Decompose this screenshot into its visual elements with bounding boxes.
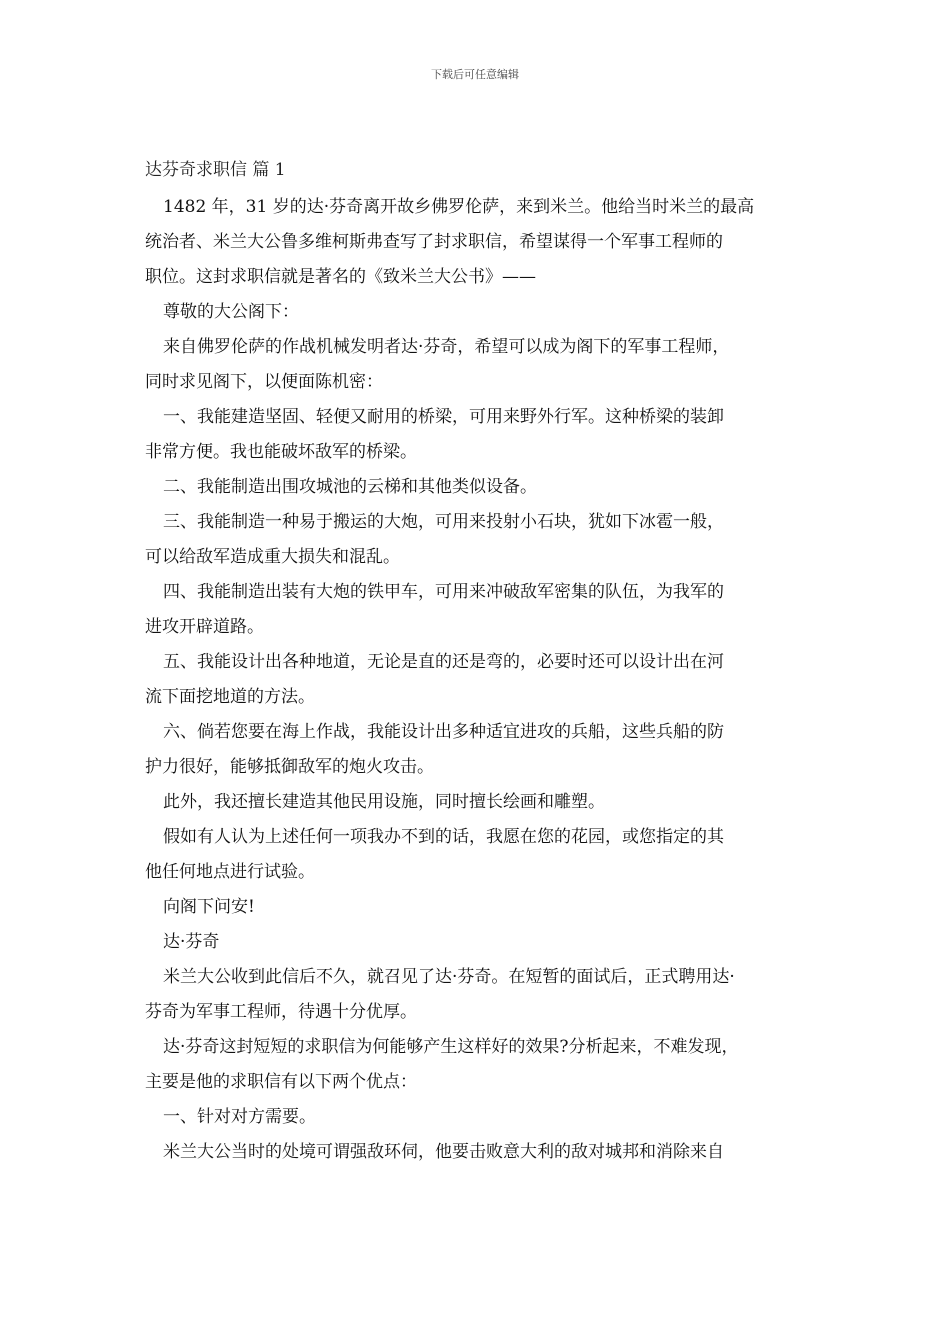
text-line: 芬奇为军事工程师，待遇十分优厚。 xyxy=(145,1002,417,1022)
paragraph xyxy=(145,1100,813,1135)
text-line: 米兰大公当时的处境可谓强敌环伺，他要击败意大利的敌对城邦和消除来自 xyxy=(163,1142,724,1162)
paragraph xyxy=(145,400,813,470)
text-line: 假如有人认为上述任何一项我办不到的话，我愿在您的花园，或您指定的其 xyxy=(163,827,724,847)
paragraph xyxy=(145,785,813,820)
text-line: 达·芬奇这封短短的求职信为何能够产生这样好的效果?分析起来，不难发现， xyxy=(163,1037,739,1057)
text-line: 五、我能设计出各种地道，无论是直的还是弯的，必要时还可以设计出在河 xyxy=(163,652,724,672)
paragraph xyxy=(145,575,813,645)
paragraph xyxy=(145,190,813,295)
paragraph xyxy=(145,505,813,575)
text-line: 一、针对对方需要。 xyxy=(163,1107,316,1127)
paragraph xyxy=(145,645,813,715)
paragraph xyxy=(145,295,813,330)
text-line: 尊敬的大公阁下： xyxy=(163,302,299,322)
paragraph xyxy=(145,1135,813,1170)
text-line: 达·芬奇 xyxy=(163,932,220,952)
text-line: 统治者、米兰大公鲁多维柯斯弗查写了封求职信，希望谋得一个军事工程师的 xyxy=(145,232,723,252)
text-line: 二、我能制造出围攻城池的云梯和其他类似设备。 xyxy=(163,477,537,497)
paragraph xyxy=(145,925,813,960)
text-line: 来自佛罗伦萨的作战机械发明者达·芬奇，希望可以成为阁下的军事工程师， xyxy=(163,337,730,357)
paragraph xyxy=(145,330,813,400)
text-line: 同时求见阁下，以便面陈机密： xyxy=(145,372,383,392)
text-line: 非常方便。我也能破坏敌军的桥梁。 xyxy=(145,442,417,462)
text-line: 流下面挖地道的方法。 xyxy=(145,687,315,707)
text-line: 六、倘若您要在海上作战，我能设计出多种适宜进攻的兵船，这些兵船的防 xyxy=(163,722,724,742)
text-line: 主要是他的求职信有以下两个优点： xyxy=(145,1072,417,1092)
text-line: 护力很好，能够抵御敌军的炮火攻击。 xyxy=(145,757,434,777)
text-line: 一、我能建造坚固、轻便又耐用的桥梁，可用来野外行军。这种桥梁的装卸 xyxy=(163,407,724,427)
text-line: 进攻开辟道路。 xyxy=(145,617,264,637)
text-line: 米兰大公收到此信后不久，就召见了达·芬奇。在短暂的面试后，正式聘用达· xyxy=(163,967,735,987)
text-line: 1482 年，31 岁的达·芬奇离开故乡佛罗伦萨，来到米兰。他给当时米兰的最高 xyxy=(163,197,755,217)
text-line: 可以给敌军造成重大损失和混乱。 xyxy=(145,547,400,567)
page-header-note: 下载后可任意编辑 xyxy=(431,68,519,81)
text-line: 他任何地点进行试验。 xyxy=(145,862,315,882)
paragraph xyxy=(145,1030,813,1100)
paragraph xyxy=(145,820,813,890)
text-line: 向阁下问安! xyxy=(163,897,255,917)
paragraph xyxy=(145,960,813,1030)
paragraph xyxy=(145,890,813,925)
text-line: 职位。这封求职信就是著名的《致米兰大公书》—— xyxy=(145,267,536,287)
paragraph xyxy=(145,470,813,505)
text-line: 四、我能制造出装有大炮的铁甲车，可用来冲破敌军密集的队伍，为我军的 xyxy=(163,582,724,602)
document-title: 达芬奇求职信 篇 1 xyxy=(145,160,286,180)
paragraph xyxy=(145,715,813,785)
text-line: 此外，我还擅长建造其他民用设施，同时擅长绘画和雕塑。 xyxy=(163,792,605,812)
text-line: 三、我能制造一种易于搬运的大炮，可用来投射小石块，犹如下冰雹一般， xyxy=(163,512,724,532)
document-body xyxy=(145,190,813,1170)
